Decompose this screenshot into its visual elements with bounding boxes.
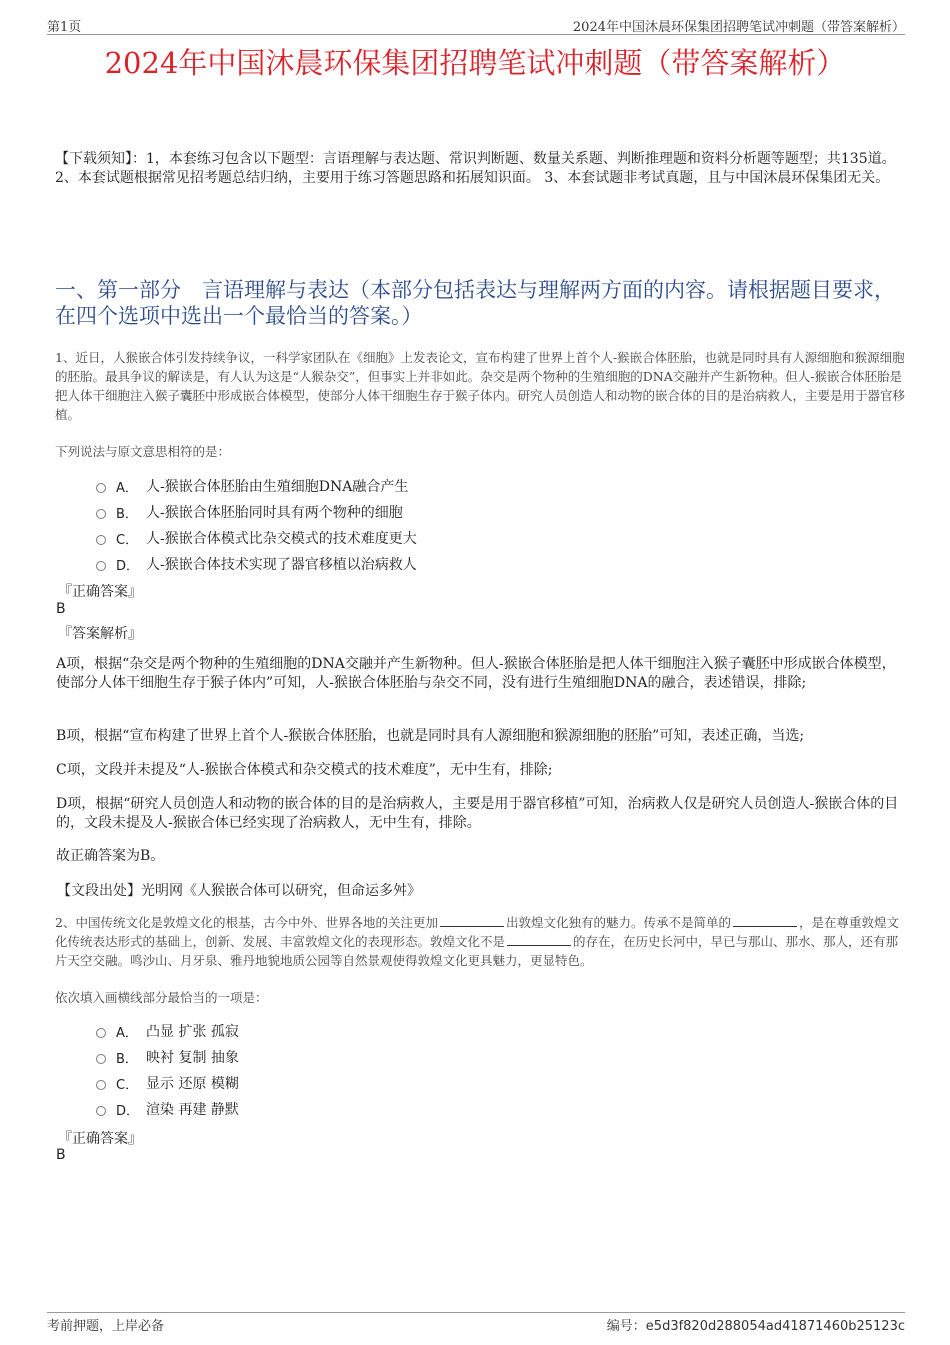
document-code: 编号：e5d3f820d288054ad41871460b25123c	[606, 1319, 905, 1334]
analysis-option-b: B项，根据“宣布构建了世界上首个人-猴嵌合体胚胎，也就是同时具有人源细胞和猴源细胞的胚胎”可知，表述正确，当选;	[56, 728, 805, 744]
analysis-label: 『答案解析』	[58, 626, 142, 642]
radio-icon[interactable]	[96, 561, 106, 571]
option-b[interactable]: B． 人-猴嵌合体胚胎同时具有两个物种的细胞	[96, 499, 896, 525]
option-a[interactable]: A． 凸显 扩张 孤寂	[96, 1018, 896, 1044]
radio-icon[interactable]	[96, 1106, 106, 1116]
question-1-options	[96, 473, 896, 577]
option-d[interactable]: D． 渲染 再建 静默	[96, 1096, 896, 1122]
analysis-option-c: C项，文段并未提及“人-猴嵌合体模式和杂交模式的技术难度”，无中生有，排除;	[56, 762, 553, 778]
option-c[interactable]: C． 人-猴嵌合体模式比杂交模式的技术难度更大	[96, 525, 896, 551]
option-b[interactable]: B． 映衬 复制 抽象	[96, 1044, 896, 1070]
question-2-options	[96, 1018, 896, 1122]
correct-answer: B	[56, 601, 66, 617]
analysis-option-a: A项，根据“杂交是两个物种的生殖细胞的DNA交融并产生新物种。但人-猴嵌合体胚胎是把人体干细胞注入猴子囊胚中形成嵌合体模型，使部分人体干细胞生存于猴子体内”可知，人-猴嵌合体胚胎与杂交不同，没有进行生殖细胞DNA的融合，表述错误，排除;	[56, 656, 896, 691]
option-a[interactable]: A． 人-猴嵌合体胚胎由生殖细胞DNA融合产生	[96, 473, 896, 499]
analysis-option-d: D项，根据“研究人员创造人和动物的嵌合体的目的是治病救人，主要是用于器官移植”可知，治病救人仅是研究人员创造人-猴嵌合体的目的，文段未提及人-猴嵌合体已经实现了治病救人，无中生有，排除。	[56, 796, 899, 831]
document-title: 2024年中国沐晨环保集团招聘笔试冲刺题（带答案解析）	[104, 46, 846, 80]
page-footer	[47, 1312, 905, 1333]
footer-slogan: 考前押题，上岸必备	[47, 1319, 165, 1334]
download-notice: 【下载须知】：1，本套练习包含以下题型：言语理解与表达题、常识判断题、数量关系题、判断推理题和资料分析题等题型；共135道。 2、本套试题根据常见招考题总结归纳，主要用于练习答题思路和拓展知识面。 3、本套试题非考试真题，且与中国沐晨环保集团无关。	[55, 151, 896, 186]
page-number: 第1页	[47, 20, 82, 35]
option-d[interactable]: D． 人-猴嵌合体技术实现了器官移植以治病救人	[96, 551, 896, 577]
question-1-prompt: 下列说法与原文意思相符的是：	[55, 444, 231, 459]
radio-icon[interactable]	[96, 509, 106, 519]
passage-source: 【文段出处】光明网《人猴嵌合体可以研究，但命运多舛》	[57, 883, 421, 899]
radio-icon[interactable]	[96, 1054, 106, 1064]
fill-blank	[440, 914, 504, 927]
radio-icon[interactable]	[96, 535, 106, 545]
radio-icon[interactable]	[96, 1080, 106, 1090]
option-c[interactable]: C． 显示 还原 模糊	[96, 1070, 896, 1096]
question-2-passage: 2、中国传统文化是敦煌文化的根基，古今中外、世界各地的关注更加 出敦煌文化独有的魅力。传承不是简单的 ，是在尊重敦煌文化传统表达形式的基础上，创新、发展、丰富敦煌文化的表现形态。敦煌文化不是 的存在，在历史长河中，早已与那山、那水、那人，还有那片天空交融。鸣沙山、月牙泉、雅丹地貌地质公园等自然景观使得敦煌文化更具魅力，更显特色。	[55, 915, 899, 968]
section-heading: 一、第一部分 言语理解与表达（本部分包括表达与理解两方面的内容。请根据题目要求，在四个选项中选出一个最恰当的答案。）	[55, 278, 895, 328]
analysis-conclusion: 故正确答案为B。	[56, 848, 165, 864]
page-header	[47, 16, 905, 35]
answer-label: 『正确答案』	[58, 1131, 142, 1147]
correct-answer: B	[56, 1147, 66, 1163]
question-1-passage: 1、近日，人猴嵌合体引发持续争议，一科学家团队在《细胞》上发表论文，宣布构建了世界上首个人-猴嵌合体胚胎，也就是同时具有人源细胞和猴源细胞的胚胎。最具争议的解读是，有人认为这是“人猴杂交”，但事实上并非如此。杂交是两个物种的生殖细胞的DNA交融并产生新物种。但人-猴嵌合体胚胎是把人体干细胞注入猴子囊胚中形成嵌合体模型，使部分人体干细胞生存于猴子体内。研究人员创造人和动物的嵌合体的目的是治病救人，主要是用于器官移植。	[55, 350, 906, 422]
answer-label: 『正确答案』	[58, 584, 142, 600]
fill-blank	[507, 933, 571, 946]
header-doc-title: 2024年中国沐晨环保集团招聘笔试冲刺题（带答案解析）	[572, 20, 905, 35]
radio-icon[interactable]	[96, 483, 106, 493]
radio-icon[interactable]	[96, 1028, 106, 1038]
question-2-prompt: 依次填入画横线部分最恰当的一项是：	[55, 990, 268, 1005]
fill-blank	[733, 914, 797, 927]
